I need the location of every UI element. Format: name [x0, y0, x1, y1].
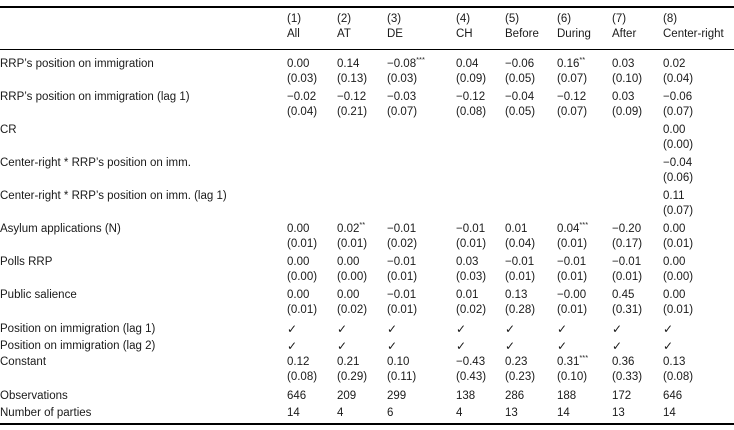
column-number: (1) [287, 13, 302, 25]
bottom-rule [0, 423, 734, 425]
check-icon: ✓ [557, 339, 568, 353]
column-name: After [612, 28, 637, 40]
header-rule [0, 49, 734, 50]
coefficient-cell [557, 255, 586, 269]
coefficient-value: −0.12 [557, 91, 587, 103]
coefficient-cell [663, 123, 685, 137]
standard-error: (0.01) [663, 238, 694, 250]
column-name: Before [505, 28, 539, 40]
standard-error: (0.01) [557, 271, 588, 283]
coefficient-value: 0.01 [456, 289, 479, 301]
standard-error: (0.05) [505, 73, 536, 85]
standard-error: (0.00) [663, 139, 694, 151]
coefficient-value: 0.13 [663, 356, 686, 368]
coefficient-cell [505, 255, 534, 269]
standard-error: (0.01) [287, 238, 318, 250]
coefficient-value: −0.08 [387, 58, 417, 70]
standard-error: (0.33) [612, 371, 643, 383]
coefficient-cell [612, 90, 634, 104]
column-name: DE [387, 28, 403, 40]
column-name: All [287, 28, 300, 40]
standard-error: (0.01) [456, 238, 487, 250]
standard-error: (0.02) [337, 304, 368, 316]
standard-error: (0.01) [387, 304, 418, 316]
coefficient-cell [287, 57, 309, 71]
coefficient-cell [456, 355, 485, 369]
coefficient-cell [663, 156, 692, 170]
coefficient-value: 0.00 [663, 124, 686, 136]
footer-value: 13 [505, 407, 518, 419]
check-icon: ✓ [387, 339, 398, 353]
coefficient-cell [557, 352, 589, 369]
standard-error: (0.02) [387, 238, 418, 250]
coefficient-cell [663, 255, 685, 269]
footer-value: 13 [612, 407, 625, 419]
coefficient-value: 0.03 [612, 58, 635, 70]
standard-error: (0.07) [663, 205, 694, 217]
coefficient-cell [663, 57, 685, 71]
standard-error: (0.02) [456, 304, 487, 316]
standard-error: (0.00) [663, 271, 694, 283]
coefficient-cell [287, 355, 309, 369]
coefficient-cell [505, 288, 527, 302]
coefficient-value: −0.01 [456, 223, 486, 235]
coefficient-cell [456, 288, 478, 302]
coefficient-value: −0.01 [387, 223, 417, 235]
coefficient-value: −0.01 [387, 256, 417, 268]
check-icon: ✓ [337, 322, 348, 336]
coefficient-value: −0.06 [663, 91, 693, 103]
footer-value: 6 [387, 407, 394, 419]
column-number: (8) [663, 13, 678, 25]
standard-error: (0.08) [663, 371, 694, 383]
coefficient-cell [387, 355, 409, 369]
coefficient-value: 0.00 [663, 256, 686, 268]
coefficient-value: 0.00 [287, 289, 310, 301]
footer-value: 172 [612, 390, 632, 402]
check-icon: ✓ [287, 322, 298, 336]
standard-error: (0.01) [387, 271, 418, 283]
column-name: CH [456, 28, 473, 40]
coefficient-value: 0.31 [557, 356, 580, 368]
coefficient-value: 0.00 [337, 289, 360, 301]
coefficient-cell [557, 219, 589, 236]
standard-error: (0.31) [612, 304, 643, 316]
column-number: (3) [387, 13, 402, 25]
coefficient-cell [612, 355, 634, 369]
coefficient-value: 0.00 [287, 223, 310, 235]
check-icon: ✓ [505, 322, 516, 336]
standard-error: (0.04) [663, 73, 694, 85]
coefficient-value: −0.01 [505, 256, 535, 268]
coefficient-cell [387, 54, 425, 71]
footer-value: 299 [387, 390, 407, 402]
standard-error: (0.01) [505, 271, 536, 283]
coefficient-cell [387, 288, 416, 302]
standard-error: (0.29) [337, 371, 368, 383]
column-number: (7) [612, 13, 627, 25]
check-icon: ✓ [387, 322, 398, 336]
standard-error: (0.01) [557, 238, 588, 250]
footer-value: 14 [287, 407, 300, 419]
row-label: RRP’s position on immigration (lag 1) [0, 91, 190, 103]
row-label: Asylum applications (N) [0, 223, 121, 235]
coefficient-cell [505, 57, 534, 71]
row-label: Constant [0, 356, 47, 368]
coefficient-value: 0.10 [387, 356, 410, 368]
coefficient-cell [287, 288, 309, 302]
coefficient-value: 0.21 [337, 356, 360, 368]
coefficient-value: −0.12 [456, 91, 486, 103]
coefficient-value: 0.03 [456, 256, 479, 268]
coefficient-cell [557, 288, 586, 302]
coefficient-value: −0.01 [557, 256, 587, 268]
check-icon: ✓ [337, 339, 348, 353]
coefficient-cell [287, 255, 309, 269]
standard-error: (0.17) [612, 238, 643, 250]
significance-stars: *** [579, 352, 589, 362]
standard-error: (0.07) [663, 106, 694, 118]
coefficient-cell [505, 355, 527, 369]
column-name: Center-right [663, 28, 724, 40]
coefficient-cell [337, 57, 359, 71]
coefficient-value: −0.00 [557, 289, 587, 301]
standard-error: (0.00) [287, 271, 318, 283]
row-label: Public salience [0, 289, 77, 301]
coefficient-value: −0.04 [663, 157, 693, 169]
row-label: Center-right * RRP’s position on imm. (lag 1) [0, 190, 227, 202]
footer-value: 209 [337, 390, 357, 402]
standard-error: (0.23) [505, 371, 536, 383]
column-number: (4) [456, 13, 471, 25]
standard-error: (0.06) [663, 172, 694, 184]
footer-label: Observations [0, 390, 68, 402]
standard-error: (0.09) [456, 73, 487, 85]
coefficient-value: −0.04 [505, 91, 535, 103]
coefficient-value: 0.04 [557, 223, 580, 235]
coefficient-cell [456, 255, 478, 269]
coefficient-value: 0.11 [663, 190, 685, 202]
coefficient-cell [612, 288, 634, 302]
significance-stars: *** [579, 219, 589, 229]
top-rule [0, 6, 734, 8]
coefficient-value: −0.02 [287, 91, 317, 103]
standard-error: (0.04) [287, 106, 318, 118]
coefficient-cell [557, 54, 586, 71]
standard-error: (0.03) [456, 271, 487, 283]
significance-stars: ** [579, 54, 586, 64]
coefficient-cell [663, 222, 685, 236]
footer-value: 4 [337, 407, 344, 419]
check-icon: ✓ [505, 339, 516, 353]
row-label: CR [0, 124, 17, 136]
column-number: (5) [505, 13, 520, 25]
coefficient-cell [663, 288, 685, 302]
check-icon: ✓ [663, 339, 674, 353]
coefficient-value: −0.20 [612, 223, 642, 235]
standard-error: (0.21) [337, 106, 368, 118]
coefficient-cell [387, 255, 416, 269]
row-label: RRP’s position on immigration [0, 58, 154, 70]
coefficient-value: 0.13 [505, 289, 528, 301]
standard-error: (0.03) [287, 73, 318, 85]
standard-error: (0.04) [505, 238, 536, 250]
footer-label: Number of parties [0, 407, 92, 419]
footer-value: 4 [456, 407, 463, 419]
check-icon: ✓ [287, 339, 298, 353]
coefficient-cell [456, 57, 478, 71]
coefficient-cell [663, 189, 685, 203]
footer-value: 14 [663, 407, 676, 419]
coefficient-value: 0.01 [505, 223, 528, 235]
check-icon: ✓ [456, 339, 467, 353]
footer-value: 646 [287, 390, 307, 402]
coefficient-value: −0.03 [387, 91, 417, 103]
footer-value: 646 [663, 390, 683, 402]
standard-error: (0.01) [557, 304, 588, 316]
coefficient-value: 0.00 [287, 256, 310, 268]
coefficient-value: 0.12 [287, 356, 310, 368]
coefficient-value: 0.04 [456, 58, 479, 70]
column-name: AT [337, 28, 351, 40]
coefficient-value: 0.23 [505, 356, 528, 368]
check-icon: ✓ [456, 322, 467, 336]
standard-error: (0.13) [337, 73, 368, 85]
footer-value: 14 [557, 407, 570, 419]
check-icon: ✓ [663, 322, 674, 336]
coefficient-cell [337, 288, 359, 302]
coefficient-cell [612, 57, 634, 71]
standard-error: (0.05) [505, 106, 536, 118]
standard-error: (0.07) [387, 106, 418, 118]
standard-error: (0.08) [456, 106, 487, 118]
control-label: Position on immigration (lag 2) [0, 340, 156, 352]
coefficient-cell [337, 355, 359, 369]
coefficient-value: 0.16 [557, 58, 580, 70]
standard-error: (0.07) [557, 73, 588, 85]
check-icon: ✓ [612, 322, 623, 336]
coefficient-cell [337, 255, 359, 269]
coefficient-value: 0.03 [612, 91, 635, 103]
standard-error: (0.00) [337, 271, 368, 283]
footer-value: 188 [557, 390, 577, 402]
coefficient-value: −0.12 [337, 91, 367, 103]
standard-error: (0.43) [456, 371, 487, 383]
standard-error: (0.01) [663, 304, 694, 316]
coefficient-value: −0.01 [612, 256, 642, 268]
coefficient-cell [287, 222, 309, 236]
coefficient-value: −0.06 [505, 58, 535, 70]
coefficient-value: 0.02 [337, 223, 360, 235]
column-number: (2) [337, 13, 352, 25]
coefficient-value: −0.43 [456, 356, 486, 368]
coefficient-value: 0.00 [663, 289, 686, 301]
coefficient-value: 0.45 [612, 289, 635, 301]
coefficient-cell [663, 355, 685, 369]
coefficient-cell [287, 90, 316, 104]
row-label: Center-right * RRP’s position on imm. [0, 157, 191, 169]
standard-error: (0.10) [557, 371, 588, 383]
standard-error: (0.03) [387, 73, 418, 85]
coefficient-value: 0.00 [287, 58, 310, 70]
standard-error: (0.28) [505, 304, 536, 316]
significance-stars: ** [359, 219, 366, 229]
standard-error: (0.01) [287, 304, 318, 316]
coefficient-cell [505, 222, 527, 236]
standard-error: (0.07) [557, 106, 588, 118]
column-number: (6) [557, 13, 572, 25]
row-label: Polls RRP [0, 256, 53, 268]
coefficient-value: 0.36 [612, 356, 635, 368]
coefficient-value: 0.02 [663, 58, 686, 70]
standard-error: (0.08) [287, 371, 318, 383]
coefficient-cell [387, 90, 416, 104]
coefficient-value: −0.01 [387, 289, 417, 301]
coefficient-cell [456, 222, 485, 236]
coefficient-value: 0.14 [337, 58, 360, 70]
standard-error: (0.10) [612, 73, 643, 85]
standard-error: (0.11) [387, 371, 417, 383]
coefficient-cell [456, 90, 485, 104]
footer-value: 286 [505, 390, 525, 402]
check-icon: ✓ [557, 322, 568, 336]
coefficient-value: 0.00 [337, 256, 360, 268]
coefficient-cell [337, 219, 366, 236]
control-label: Position on immigration (lag 1) [0, 323, 156, 335]
coefficient-cell [663, 90, 692, 104]
coefficient-cell [612, 222, 641, 236]
coefficient-cell [557, 90, 586, 104]
coefficient-cell [337, 90, 366, 104]
coefficient-value: 0.00 [663, 223, 686, 235]
standard-error: (0.09) [612, 106, 643, 118]
column-name: During [557, 28, 591, 40]
coefficient-cell [505, 90, 534, 104]
coefficient-cell [387, 222, 416, 236]
standard-error: (0.01) [612, 271, 643, 283]
coefficient-cell [612, 255, 641, 269]
standard-error: (0.01) [337, 238, 368, 250]
footer-value: 138 [456, 390, 476, 402]
significance-stars: *** [416, 54, 425, 64]
check-icon: ✓ [612, 339, 623, 353]
